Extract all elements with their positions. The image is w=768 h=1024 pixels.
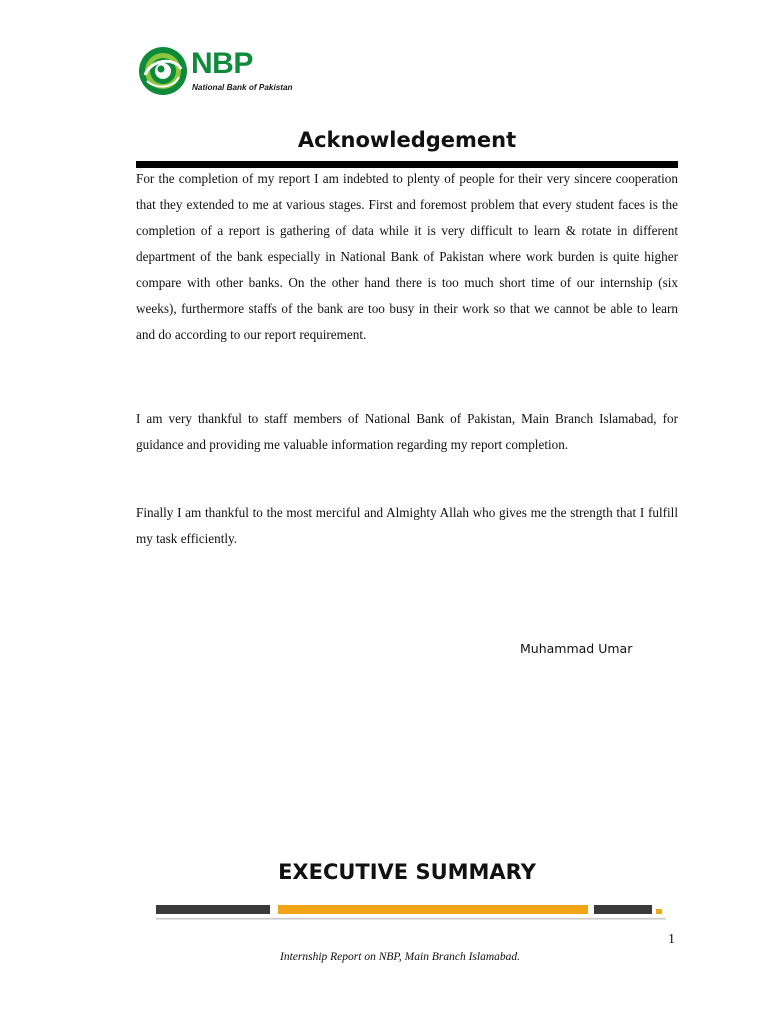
section-heading-executive-summary: EXECUTIVE SUMMARY bbox=[278, 860, 536, 884]
footer-decorative-bars bbox=[156, 901, 666, 923]
page-title: Acknowledgement bbox=[297, 128, 517, 152]
nbp-emblem-icon bbox=[137, 45, 189, 97]
footer-text: Internship Report on NBP, Main Branch Islamabad. bbox=[280, 951, 520, 963]
footer-thin-line bbox=[156, 918, 666, 920]
logo-wordmark: NBP bbox=[191, 47, 253, 80]
footer-bar-small-orange bbox=[656, 909, 662, 914]
nbp-logo bbox=[137, 45, 307, 101]
footer-bar-orange bbox=[278, 905, 588, 914]
page-number: 1 bbox=[668, 932, 675, 947]
footer-bar-dark-right bbox=[594, 905, 652, 914]
paragraph-1: For the completion of my report I am indebted to plenty of people for their very sincere cooperation that they extended to me at various stages. First and foremost problem that every student faces is the completion of a report is gathering of data while it is very difficult to learn & rotate in different department of the bank especially in National Bank of Pakistan where work burden is quite higher compare with other banks. On the other hand there is too much short time of our internship (six weeks), furthermore staffs of the bank are too busy in their work so that we cannot be able to learn and do according to our report requirement. bbox=[136, 171, 678, 342]
paragraph-3: Finally I am thankful to the most merciful and Almighty Allah who gives me the strength that I fulfill my task efficiently. bbox=[136, 505, 678, 546]
logo-subtitle: National Bank of Pakistan bbox=[192, 83, 293, 92]
footer-bar-dark-left bbox=[156, 905, 270, 914]
signature: Muhammad Umar bbox=[520, 641, 633, 656]
paragraph-2: I am very thankful to staff members of National Bank of Pakistan, Main Branch Islamabad, for guidance and providing me valuable information regarding my report completion. bbox=[136, 411, 678, 452]
